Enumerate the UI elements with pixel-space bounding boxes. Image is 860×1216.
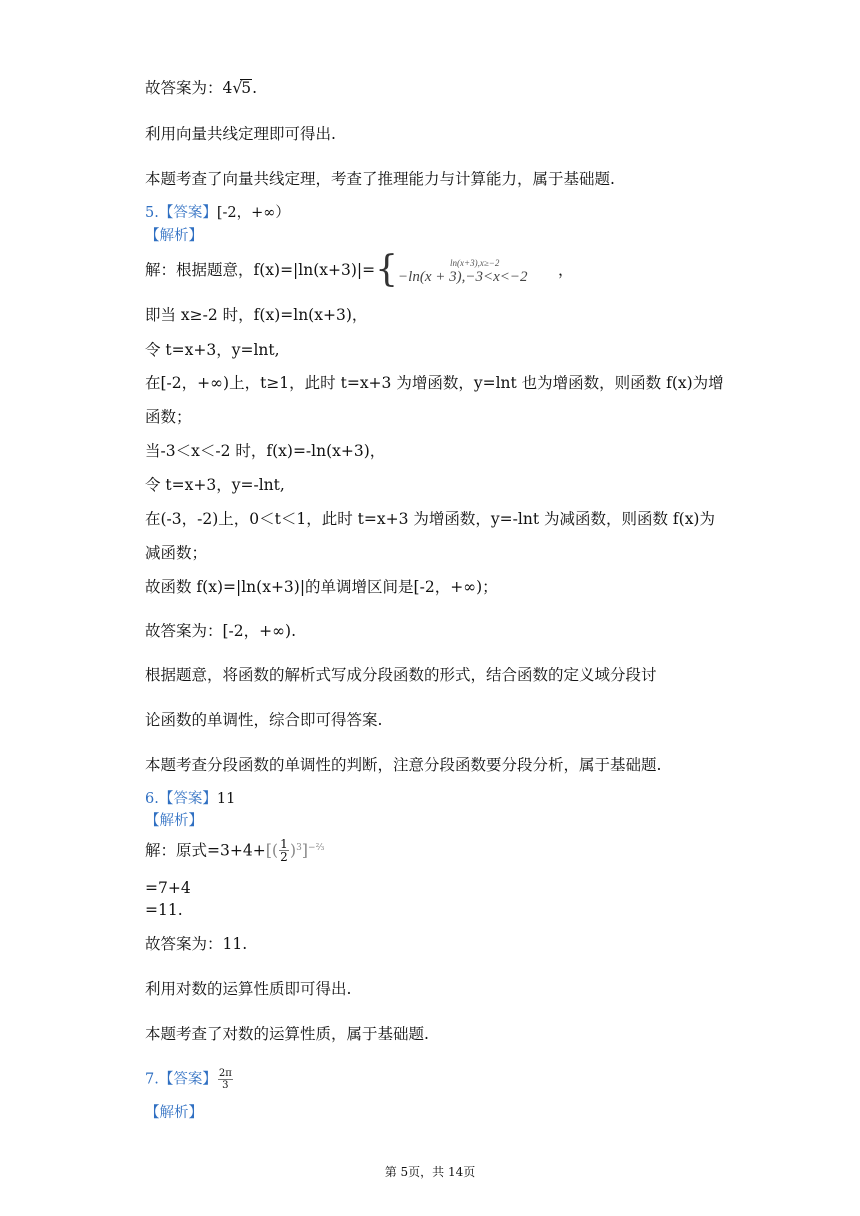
text: 解：根据题意，f(x)=|ln(x+3)|=: [145, 261, 376, 279]
solution-hint: 论函数的单调性，综合即可得答案.: [145, 711, 383, 729]
solution-hint: 利用对数的运算性质即可得出.: [145, 980, 352, 998]
numerator: 1: [280, 837, 288, 851]
bracket: [(: [265, 840, 279, 860]
text: 解：原式=3+4+: [145, 841, 266, 860]
text: 故答案为：4: [145, 79, 233, 97]
brace: {: [375, 249, 399, 290]
solution-hint: 根据题意，将函数的解析式写成分段函数的形式，结合函数的定义域分段讨: [145, 666, 657, 684]
case-bottom: −ln(x + 3),−3<x<−2: [398, 269, 528, 285]
answer-line: 故答案为：[-2，+∞).: [145, 622, 297, 640]
text-line: 在[-2，+∞)上，t≥1，此时 t=x+3 为增函数，y=lnt 也为增函数，则函数 f(x)为增: [145, 374, 724, 392]
denominator: 3: [222, 1080, 229, 1091]
numerator: 2π: [218, 1068, 232, 1079]
fraction: [218, 1068, 233, 1091]
text-line: =7+4: [145, 879, 191, 897]
piecewise-cases: [398, 253, 558, 287]
answer-tag: 【答案】: [158, 1071, 217, 1088]
text-line: 函数；: [145, 408, 192, 426]
question-7-answer: [145, 1068, 234, 1096]
sqrt-radicand: 5: [241, 79, 252, 97]
text-line: 即当 x≥-2 时，f(x)=ln(x+3)，: [145, 306, 368, 324]
piecewise-line: [145, 249, 574, 290]
analysis-tag: 【解析】: [145, 1105, 203, 1121]
solution-hint: 利用向量共线定理即可得出.: [145, 125, 336, 143]
exponent: 3: [296, 843, 302, 853]
text-line: 令 t=x+3，y=-lnt,: [145, 476, 285, 494]
case-top: ln(x+3),x≥−2: [450, 258, 500, 268]
text: .: [252, 79, 258, 97]
answer-value: 11: [216, 791, 236, 807]
analysis-tag: 【解析】: [145, 228, 203, 244]
text-line: 故函数 f(x)=|ln(x+3)|的单调增区间是[-2，+∞)；: [145, 578, 498, 596]
question-number: 6.: [145, 791, 159, 807]
text-line: 减函数；: [145, 544, 208, 562]
text-line: 令 t=x+3，y=lnt,: [145, 341, 280, 359]
solution-comment: 本题考查了对数的运算性质，属于基础题.: [145, 1025, 429, 1043]
page-footer: 第 5页，共 14页: [384, 1165, 476, 1179]
denominator: 2: [280, 850, 288, 864]
question-6-answer: [145, 789, 235, 809]
bracket: ]: [301, 840, 309, 860]
exponent: −⅔: [308, 843, 325, 853]
formula-line: [145, 838, 324, 872]
question-number: 5.: [145, 205, 159, 221]
answer-line: [145, 78, 257, 98]
answer-line: 故答案为：11.: [145, 935, 248, 953]
sqrt-symbol: √: [232, 79, 243, 97]
text-line: 在(-3，-2)上，0＜t＜1，此时 t=x+3 为增函数，y=-lnt 为减函数，则函数 f(x)为: [145, 510, 715, 528]
text: ，: [558, 261, 574, 279]
answer-tag: 【答案】: [158, 791, 217, 807]
analysis-tag: 【解析】: [145, 813, 203, 829]
text-line: 当-3＜x＜-2 时，f(x)=-ln(x+3)，: [145, 442, 386, 460]
question-5-answer: [145, 203, 290, 223]
solution-comment: 本题考查了向量共线定理，考查了推理能力与计算能力，属于基础题.: [145, 170, 615, 188]
fraction: [279, 838, 289, 863]
text-line: =11.: [145, 901, 183, 919]
solution-comment: 本题考查分段函数的单调性的判断，注意分段函数要分段分析，属于基础题.: [145, 756, 662, 774]
answer-value: [-2，+∞）: [216, 205, 290, 221]
answer-tag: 【答案】: [158, 205, 217, 221]
question-number: 7.: [145, 1071, 159, 1088]
bracket: ): [289, 840, 297, 860]
